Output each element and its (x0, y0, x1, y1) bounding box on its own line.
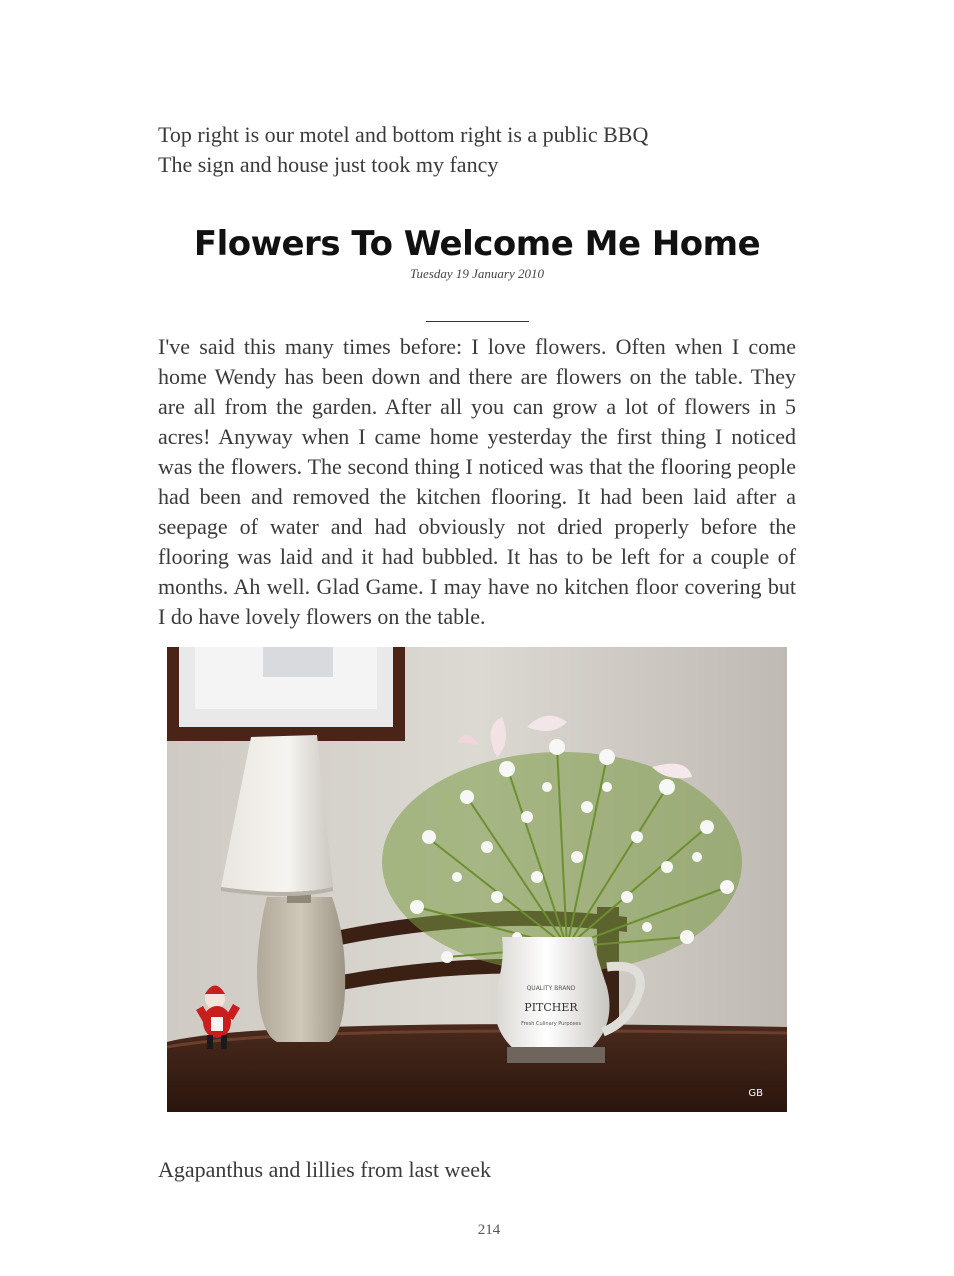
pitcher-brand-bottom: Fresh Culinary Purposes (521, 1021, 581, 1027)
post-title: Flowers To Welcome Me Home (193, 224, 761, 264)
photo-caption: Agapanthus and lillies from last week (158, 1157, 491, 1182)
picture-frame (167, 647, 405, 741)
post-date: Tuesday 19 January 2010 (410, 266, 544, 281)
title-divider (426, 321, 529, 322)
flowers-photo (167, 647, 787, 1112)
pitcher-label: PITCHER (524, 1001, 578, 1014)
pitcher-brand-top: QUALITY BRAND (526, 985, 576, 992)
photo-watermark: GB (748, 1088, 763, 1099)
intro-line-1: Top right is our motel and bottom right is a public BBQ (158, 122, 649, 147)
intro-line-2: The sign and house just took my fancy (158, 152, 499, 177)
intro-text (158, 120, 798, 180)
post-body: I've said this many times before: I love flowers. Often when I come home Wendy has been down and there are flowers on the table. They are all from the garden. After all you can grow a lot of flowers in 5 acres! Anyway when I came home yesterday the first thing I noticed was the flowers. The second thing I noticed was that the flooring people had been and removed the kitchen flooring. It had been laid after a seepage of water and had obviously not dried properly before the flooring was laid and it had bubbled. It has to be left for a couple of months. Ah well. Glad Game. I may have no kitchen floor covering but I do have lovely flowers on the table. (158, 334, 796, 629)
page-number: 214 (477, 1222, 501, 1238)
